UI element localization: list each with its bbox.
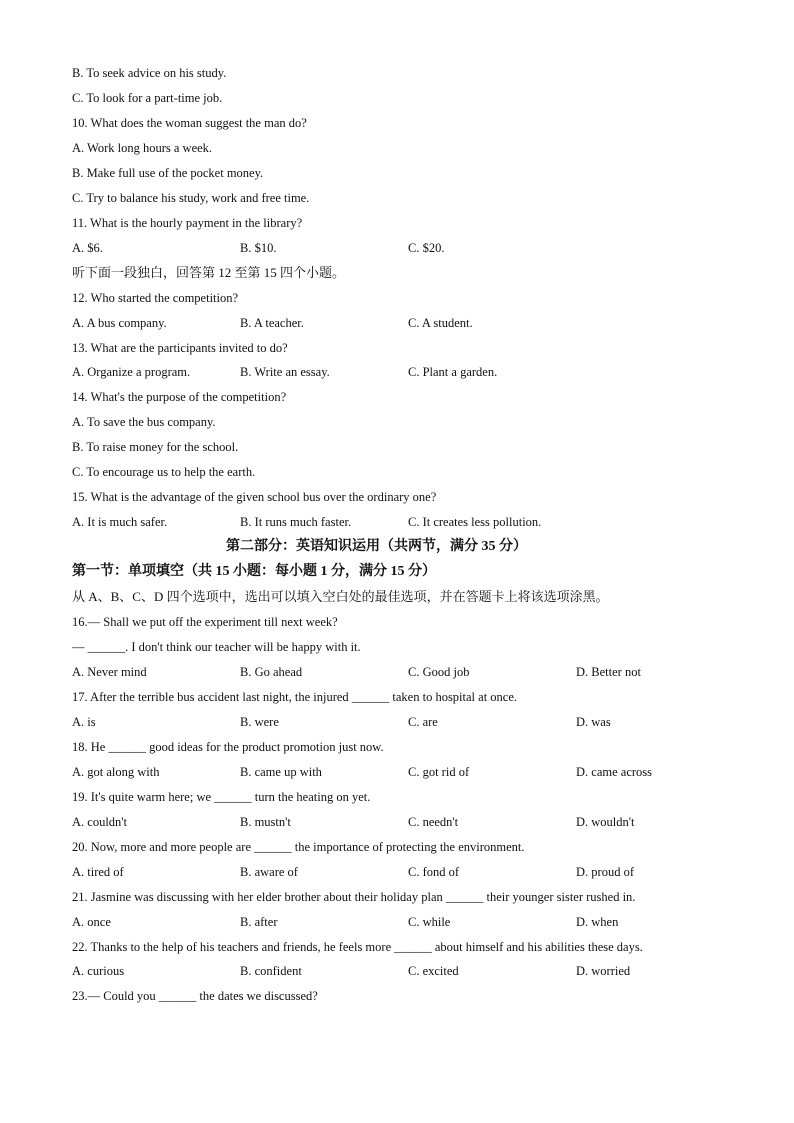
option-line: A. Work long hours a week. bbox=[72, 141, 213, 155]
question-17: 17. After the terrible bus accident last night, the injured ______ taken to hospital at once. bbox=[72, 690, 518, 704]
option-b: B. A teacher. bbox=[240, 316, 304, 330]
option-c: C. Plant a garden. bbox=[408, 365, 498, 379]
option-a: A. It is much safer. bbox=[72, 515, 168, 529]
option-c: C. needn't bbox=[408, 815, 459, 829]
option-b: B. $10. bbox=[240, 241, 277, 255]
option-d: D. wouldn't bbox=[576, 815, 635, 829]
question-16: 16.— Shall we put off the experiment till next week? bbox=[72, 615, 338, 629]
question-18: 18. He ______ good ideas for the product promotion just now. bbox=[72, 740, 384, 754]
option-a: A. Organize a program. bbox=[72, 365, 191, 379]
question-16-reply: — ______. I don't think our teacher will be happy with it. bbox=[72, 640, 361, 654]
option-c: C. A student. bbox=[408, 316, 473, 330]
option-b: B. after bbox=[240, 915, 278, 929]
option-c: C. Good job bbox=[408, 665, 470, 679]
option-b: B. Write an essay. bbox=[240, 365, 330, 379]
option-line: B. To seek advice on his study. bbox=[72, 66, 227, 80]
option-c: C. It creates less pollution. bbox=[408, 515, 542, 529]
option-b: B. came up with bbox=[240, 765, 322, 779]
option-line: B. Make full use of the pocket money. bbox=[72, 166, 264, 180]
option-a: A. once bbox=[72, 915, 111, 929]
option-b: B. were bbox=[240, 715, 279, 729]
option-c: C. excited bbox=[408, 964, 459, 978]
option-d: D. was bbox=[576, 715, 611, 729]
option-d: D. came across bbox=[576, 765, 653, 779]
section-instructions: 从 A、B、C、D 四个选项中，选出可以填入空白处的最佳选项，并在答题卡上将该选项涂黑。 bbox=[72, 589, 609, 604]
question-15: 15. What is the advantage of the given school bus over the ordinary one? bbox=[72, 490, 437, 504]
option-b: B. Go ahead bbox=[240, 665, 303, 679]
option-c: C. $20. bbox=[408, 241, 445, 255]
option-b: B. mustn't bbox=[240, 815, 291, 829]
option-a: A. is bbox=[72, 715, 96, 729]
question-13: 13. What are the participants invited to do? bbox=[72, 341, 288, 355]
option-c: C. while bbox=[408, 915, 451, 929]
question-21: 21. Jasmine was discussing with her elder brother about their holiday plan ______ their younger sister rushed in. bbox=[72, 890, 636, 904]
option-a: A. Never mind bbox=[72, 665, 147, 679]
option-b: B. aware of bbox=[240, 865, 298, 879]
part-two-heading: 第二部分：英语知识运用（共两节，满分 35 分） bbox=[226, 539, 527, 554]
option-a: A. tired of bbox=[72, 865, 124, 879]
option-line: C. To encourage us to help the earth. bbox=[72, 465, 256, 479]
option-line: C. To look for a part-time job. bbox=[72, 91, 223, 105]
option-c: C. got rid of bbox=[408, 765, 470, 779]
option-d: D. when bbox=[576, 915, 619, 929]
option-a: A. got along with bbox=[72, 765, 160, 779]
option-line: C. Try to balance his study, work and free time. bbox=[72, 191, 310, 205]
option-a: A. curious bbox=[72, 964, 125, 978]
question-10: 10. What does the woman suggest the man do? bbox=[72, 116, 307, 130]
question-19: 19. It's quite warm here; we ______ turn the heating on yet. bbox=[72, 790, 371, 804]
question-23: 23.— Could you ______ the dates we discussed? bbox=[72, 989, 318, 1003]
question-11: 11. What is the hourly payment in the library? bbox=[72, 216, 303, 230]
question-12: 12. Who started the competition? bbox=[72, 291, 239, 305]
question-20: 20. Now, more and more people are ______ the importance of protecting the environment. bbox=[72, 840, 525, 854]
section-one-heading: 第一节：单项填空（共 15 小题：每小题 1 分，满分 15 分） bbox=[72, 564, 436, 579]
option-b: B. It runs much faster. bbox=[240, 515, 352, 529]
option-d: D. Better not bbox=[576, 665, 641, 679]
question-14: 14. What's the purpose of the competition? bbox=[72, 390, 287, 404]
option-a: A. A bus company. bbox=[72, 316, 167, 330]
option-line: B. To raise money for the school. bbox=[72, 440, 239, 454]
option-c: C. fond of bbox=[408, 865, 460, 879]
monologue-instruction: 听下面一段独白，回答第 12 至第 15 四个小题。 bbox=[72, 265, 346, 280]
option-c: C. are bbox=[408, 715, 438, 729]
question-22: 22. Thanks to the help of his teachers and friends, he feels more ______ about himself and his abilities these days. bbox=[72, 940, 643, 954]
option-line: A. To save the bus company. bbox=[72, 415, 216, 429]
option-a: A. couldn't bbox=[72, 815, 128, 829]
option-a: A. $6. bbox=[72, 241, 103, 255]
option-b: B. confident bbox=[240, 964, 302, 978]
option-d: D. proud of bbox=[576, 865, 634, 879]
option-d: D. worried bbox=[576, 964, 631, 978]
